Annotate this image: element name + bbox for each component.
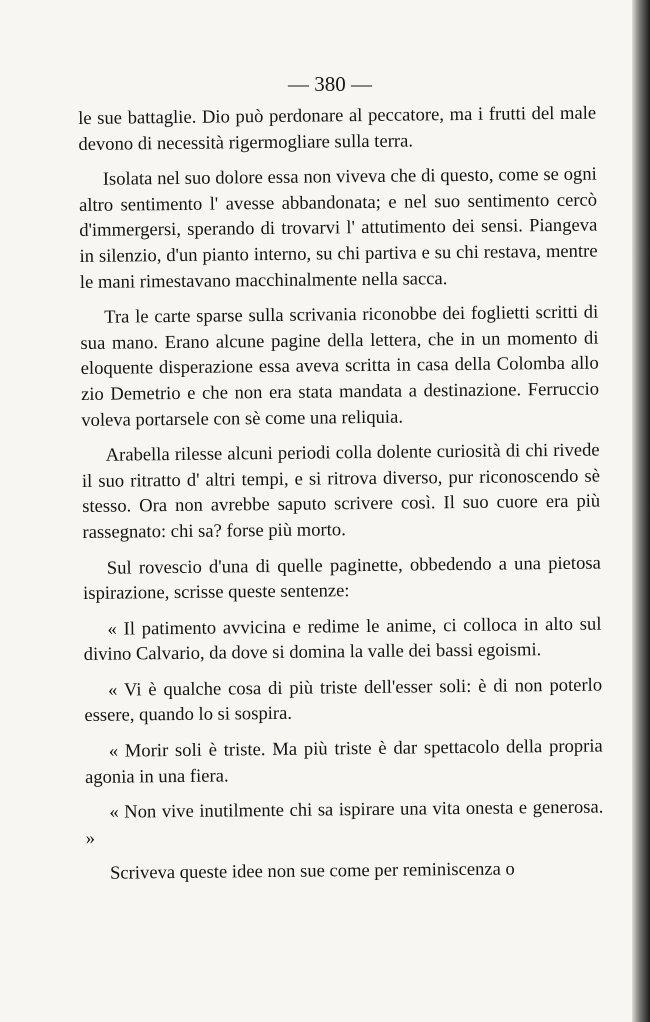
paragraph: Isolata nel suo dolore essa non viveva che di questo, come se ogni altro sentimento l' avesse abbandonata; e nel suo sentimento cercò d'immergersi, sperando di trovarvi l' attutimento dei sensi. Piangeva in silenzio, d'un pianto interno, su chi partiva e su chi restava, mentre le mani rimestavano macchinalmente nella sacca. — [78, 163, 598, 293]
quote-paragraph: « Il patimento avvicina e redime le anime, ci colloca in alto sul divino Calvario, da dove si domina la valle dei bassi egoismi. — [83, 613, 602, 666]
page-number: — 380 — — [288, 72, 372, 96]
paragraph: Arabella rilesse alcuni periodi colla dolente curiosità di chi rivede il suo ritratto d' altri tempi, e si ritrova diverso, pur riconoscendo sè stesso. Ora non avrebbe saputo scrivere così. Il suo cuore era più rassegnato: chi sa? forse più morto. — [81, 439, 601, 543]
paragraph: Sul rovescio d'una di quelle paginette, obbedendo a una pietosa ispirazione, scrisse queste sentenze: — [82, 552, 601, 605]
quote-paragraph: « Morir soli è triste. Ma più triste è dar spettacolo della propria agonia in una fiera. — [84, 735, 603, 788]
quote-paragraph: « Vi è qualche cosa di più triste dell'esser soli: è di non poterlo essere, quando lo si sospira. — [84, 674, 603, 727]
paragraph-continued: le sue battaglie. Dio può perdonare al peccatore, ma i frutti del male devono di necessità rigermogliare sulla terra. — [78, 102, 597, 155]
paragraph: Tra le carte sparse sulla scrivania riconobbe dei foglietti scritti di sua mano. Erano alcune pagine della lettera, che in un momento di eloquente disperazione essa aveva scritta in casa della Colomba allo zio Demetrio e che non era stata mandata a destinazione. Ferruccio voleva portarsele con sè come una reliquia. — [80, 301, 600, 431]
quote-paragraph: « Non vive inutilmente chi sa ispirare una vita onesta e generosa. » — [85, 796, 604, 849]
paragraph: Scriveva queste idee non sue come per reminiscenza o — [109, 858, 515, 885]
book-spine-edge — [632, 0, 650, 1022]
page-body — [78, 101, 604, 897]
